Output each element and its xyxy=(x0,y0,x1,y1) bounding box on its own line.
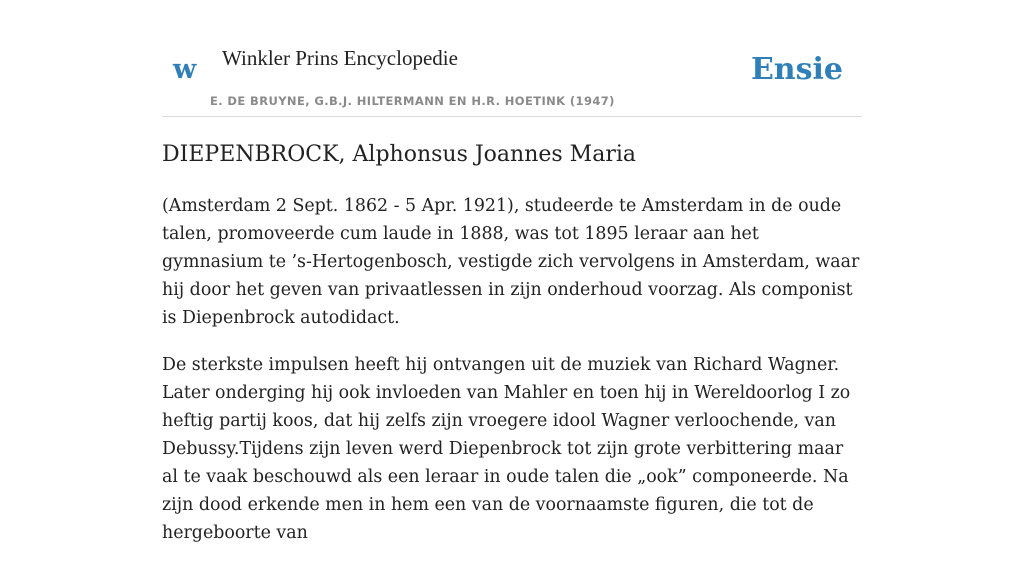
ensie-logo-link[interactable]: Ensie xyxy=(750,52,843,87)
publication-title[interactable]: Winkler Prins Encyclopedie xyxy=(222,46,458,70)
entry-paragraph-1: (Amsterdam 2 Sept. 1862 - 5 Apr. 1921), studeerde te Amsterdam in de oude talen, promoveerde cum laude in 1888, was tot 1895 leraar aan het gymnasium te ’s-Hertogenbosch, vestigde zich vervolgens in Amsterdam, waar hij door het geven van privaatlessen in zijn onderhoud voorzag. Als componist is Diepenbrock autodidact. xyxy=(162,196,860,328)
entry-body xyxy=(162,192,862,566)
w-logo-icon[interactable]: w xyxy=(173,54,197,85)
entry-title: DIEPENBROCK, Alphonsus Joannes Maria xyxy=(162,142,636,167)
header xyxy=(162,0,862,117)
publication-authors: E. DE BRUYNE, G.B.J. HILTERMANN EN H.R. HOETINK (1947) xyxy=(210,94,615,108)
entry-paragraph-2: De sterkste impulsen heeft hij ontvangen uit de muziek van Richard Wagner. Later onderging hij ook invloeden van Mahler en toen hij in Wereldoorlog I zo heftig partij koos, dat hij zelfs zijn vroegere idool Wagner verloochende, van Debussy.Tijdens zijn leven werd Diepenbrock tot zijn grote verbittering maar al te vaak beschouwd als een leraar in oude talen die „ook” componeerde. Na zijn dood erkende men in hem een van de voornaamste figuren, die tot de hergeboorte van xyxy=(162,355,851,543)
